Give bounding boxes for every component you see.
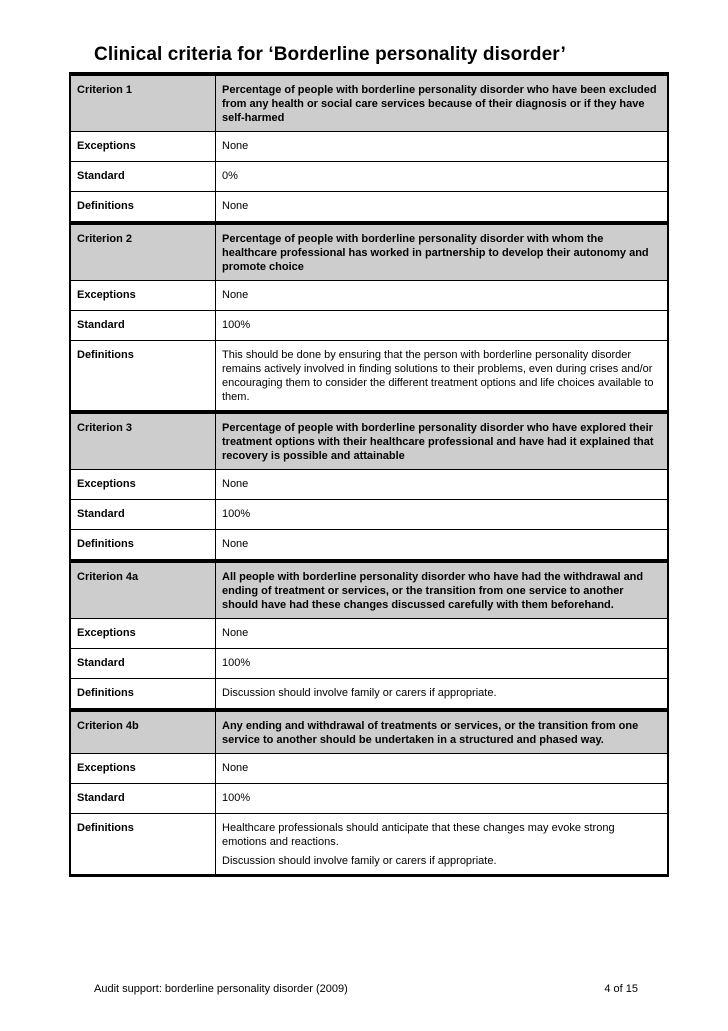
exceptions-value: None	[216, 132, 669, 162]
definitions-value: None	[216, 530, 669, 562]
criterion-row	[70, 74, 668, 132]
criterion-text: Percentage of people with borderline personality disorder who have been excluded from any health or social care services because of their diagnosis or if they have self-harmed	[216, 74, 669, 132]
page-number: 4 of 15	[604, 983, 638, 995]
definitions-paragraph: Discussion should involve family or carers if appropriate.	[222, 855, 497, 867]
exceptions-row	[70, 619, 668, 649]
exceptions-label: Exceptions	[70, 132, 216, 162]
criterion-label: Criterion 4b	[70, 710, 216, 754]
criterion-row	[70, 223, 668, 281]
criterion-label: Criterion 3	[70, 412, 216, 470]
criterion-text: All people with borderline personality disorder who have had the withdrawal and ending of treatment or services, or the transition from one service to another should have had these changes discussed carefully with them beforehand.	[216, 561, 669, 619]
definitions-value: Discussion should involve family or carers if appropriate.	[216, 679, 669, 711]
exceptions-value: None	[216, 619, 669, 649]
standard-row	[70, 162, 668, 192]
criterion-label: Criterion 2	[70, 223, 216, 281]
exceptions-value: None	[216, 281, 669, 311]
exceptions-label: Exceptions	[70, 619, 216, 649]
definitions-value: This should be done by ensuring that the person with borderline personality disorder remains actively involved in finding solutions to their problems, even during crises and/or encouraging them to consider the different treatment options and life choices available to them.	[216, 341, 669, 413]
standard-value: 100%	[216, 649, 669, 679]
standard-label: Standard	[70, 784, 216, 814]
exceptions-row	[70, 470, 668, 500]
definitions-label: Definitions	[70, 192, 216, 224]
criterion-label: Criterion 4a	[70, 561, 216, 619]
standard-value: 100%	[216, 500, 669, 530]
definitions-label: Definitions	[70, 814, 216, 876]
definitions-value	[216, 814, 669, 876]
standard-value: 100%	[216, 784, 669, 814]
standard-row	[70, 500, 668, 530]
standard-value: 100%	[216, 311, 669, 341]
definitions-paragraph: Healthcare professionals should anticipate that these changes may evoke strong emotions and reactions.	[222, 822, 615, 848]
standard-label: Standard	[70, 162, 216, 192]
definitions-row	[70, 341, 668, 413]
criterion-text: Percentage of people with borderline personality disorder with whom the healthcare professional has worked in partnership to develop their autonomy and promote choice	[216, 223, 669, 281]
criterion-label: Criterion 1	[70, 74, 216, 132]
criterion-row	[70, 710, 668, 754]
criterion-text: Percentage of people with borderline personality disorder who have explored their treatment options with their healthcare professional and have had it explained that recovery is possible and attainable	[216, 412, 669, 470]
criterion-row	[70, 412, 668, 470]
standard-row	[70, 311, 668, 341]
page-title: Clinical criteria for ‘Borderline personality disorder’	[94, 44, 566, 65]
exceptions-row	[70, 754, 668, 784]
definitions-row	[70, 530, 668, 562]
definitions-row	[70, 814, 668, 876]
definitions-value: None	[216, 192, 669, 224]
definitions-row	[70, 679, 668, 711]
criterion-row	[70, 561, 668, 619]
definitions-row	[70, 192, 668, 224]
standard-label: Standard	[70, 311, 216, 341]
exceptions-value: None	[216, 754, 669, 784]
exceptions-row	[70, 281, 668, 311]
exceptions-label: Exceptions	[70, 470, 216, 500]
exceptions-label: Exceptions	[70, 281, 216, 311]
definitions-label: Definitions	[70, 679, 216, 711]
standard-label: Standard	[70, 649, 216, 679]
standard-row	[70, 784, 668, 814]
standard-label: Standard	[70, 500, 216, 530]
definitions-label: Definitions	[70, 341, 216, 413]
exceptions-row	[70, 132, 668, 162]
exceptions-label: Exceptions	[70, 754, 216, 784]
criteria-table	[69, 72, 669, 877]
criterion-text: Any ending and withdrawal of treatments or services, or the transition from one service to another should be undertaken in a structured and phased way.	[216, 710, 669, 754]
footer-document-title: Audit support: borderline personality disorder (2009)	[94, 983, 348, 995]
exceptions-value: None	[216, 470, 669, 500]
standard-row	[70, 649, 668, 679]
definitions-label: Definitions	[70, 530, 216, 562]
standard-value: 0%	[216, 162, 669, 192]
